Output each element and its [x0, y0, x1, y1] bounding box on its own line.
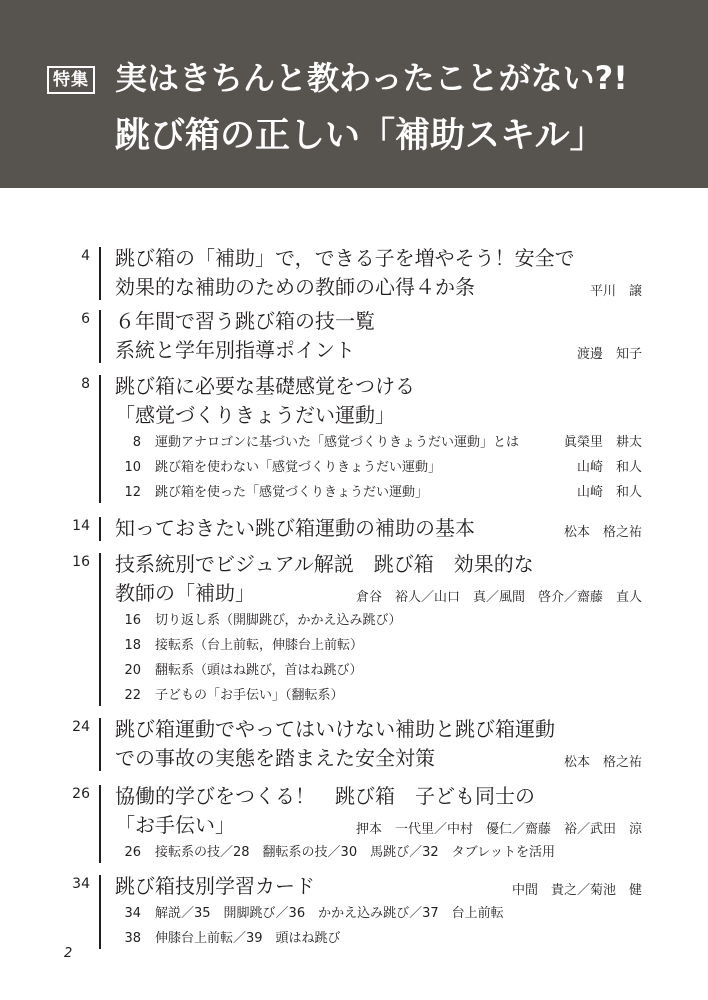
toc-sub-item — [115, 658, 642, 683]
toc-heading-line — [115, 744, 642, 773]
toc-heading-text: 教師の「補助」 — [115, 581, 255, 605]
toc-author: 押本 一代里／中村 優仁／齋藤 裕／武田 涼 — [355, 822, 642, 837]
toc-page-number: 26 — [72, 786, 90, 802]
toc-sub-text: 子どもの「お手伝い」（翻転系） — [155, 688, 344, 703]
toc-sub-author: 山崎 和人 — [576, 460, 642, 475]
toc-heading-text: 系統と学年別指導ポイント — [115, 338, 355, 362]
toc-heading-line — [115, 782, 642, 811]
toc-entry — [0, 550, 708, 708]
toc-entry — [0, 307, 708, 365]
toc-sub-item — [115, 608, 642, 633]
feature-title-line2: 跳び箱の正しい「補助スキル」 — [115, 116, 605, 156]
toc-sub-page-number: 38 — [124, 931, 141, 946]
toc-heading-line — [115, 273, 642, 302]
toc-heading-text: での事故の実態を踏まえた安全対策 — [115, 746, 435, 770]
toc-heading-line — [115, 372, 642, 401]
toc-page-number: 24 — [72, 719, 90, 735]
toc-vertical-rule — [99, 247, 101, 300]
toc-author: 松本 格之祐 — [563, 525, 642, 540]
toc-page-number: 4 — [81, 248, 90, 264]
toc-heading-line — [115, 872, 642, 901]
toc-sub-text: 接転系（台上前転，伸膝台上前転） — [155, 638, 364, 653]
toc-heading-text: ６年間で習う跳び箱の技一覧 — [115, 309, 375, 333]
toc-entry — [0, 372, 708, 505]
toc-heading-line — [115, 401, 642, 430]
toc-vertical-rule — [99, 517, 101, 541]
toc-heading-line — [115, 811, 642, 840]
feature-badge: 特集 — [47, 66, 95, 94]
toc-sub-item — [115, 683, 642, 708]
toc-sub-item — [115, 901, 642, 926]
toc-sub-author: 眞榮里 耕太 — [563, 435, 642, 450]
toc-heading-text: 「お手伝い」 — [115, 813, 235, 837]
toc-heading-text: 効果的な補助のための教師の心得４か条 — [115, 275, 475, 299]
toc-entry — [0, 872, 708, 951]
toc-sub-text: 解説／35 開脚跳び／36 かかえ込み跳び／37 台上前転 — [155, 906, 504, 921]
toc-heading-line — [115, 514, 642, 543]
toc-entry — [0, 782, 708, 865]
toc-sub-page-number: 18 — [124, 638, 141, 653]
toc-sub-page-number: 20 — [124, 663, 141, 678]
toc-author: 渡邊 知子 — [576, 347, 642, 362]
toc-sub-text: 伸膝台上前転／39 頭はね跳び — [155, 931, 341, 946]
toc-vertical-rule — [99, 375, 101, 503]
toc-sub-text: 接転系の技／28 翻転系の技／30 馬跳び／32 タブレットを活用 — [155, 845, 555, 860]
toc-entry — [0, 244, 708, 302]
toc-heading-text: 跳び箱の「補助」で，できる子を増やそう！安全で — [115, 246, 575, 270]
toc-sub-page-number: 10 — [124, 460, 141, 475]
toc-sub-item — [115, 430, 642, 455]
toc-heading-text: 跳び箱運動でやってはいけない補助と跳び箱運動 — [115, 717, 555, 741]
feature-title-line1: 実はきちんと教わったことがない?! — [115, 59, 628, 97]
toc-sub-page-number: 22 — [124, 688, 141, 703]
toc-heading-line — [115, 336, 642, 365]
toc-sub-page-number: 16 — [124, 613, 141, 628]
toc-sub-text: 切り返し系（開脚跳び，かかえ込み跳び） — [155, 613, 402, 628]
toc-sub-text: 跳び箱を使った「感覚づくりきょうだい運動」 — [155, 485, 429, 500]
toc-heading-line — [115, 715, 642, 744]
toc-author: 松本 格之祐 — [563, 755, 642, 770]
toc-vertical-rule — [99, 875, 101, 949]
page-number: 2 — [64, 946, 73, 961]
toc-sub-page-number: 26 — [124, 845, 141, 860]
toc-heading-text: 跳び箱に必要な基礎感覚をつける — [115, 374, 415, 398]
toc-sub-page-number: 8 — [132, 435, 141, 450]
toc-vertical-rule — [99, 718, 101, 771]
toc-sub-item — [115, 926, 642, 951]
toc-heading-line — [115, 579, 642, 608]
toc-vertical-rule — [99, 785, 101, 863]
toc-vertical-rule — [99, 553, 101, 706]
toc-heading-text: 「感覚づくりきょうだい運動」 — [115, 403, 395, 427]
toc-heading-text: 跳び箱技別学習カード — [115, 874, 315, 898]
feature-header — [0, 0, 708, 188]
toc-heading-text: 技系統別でビジュアル解説 跳び箱 効果的な — [115, 552, 534, 576]
toc-sub-page-number: 12 — [124, 485, 141, 500]
toc-sub-author: 山崎 和人 — [576, 485, 642, 500]
toc-page-number: 16 — [72, 554, 90, 570]
table-of-contents — [0, 244, 708, 956]
toc-page-number: 6 — [81, 311, 90, 327]
toc-entry — [0, 514, 708, 543]
toc-sub-item — [115, 455, 642, 480]
toc-heading-text: 知っておきたい跳び箱運動の補助の基本 — [115, 516, 475, 540]
toc-author: 平川 譲 — [589, 284, 642, 299]
toc-sub-page-number: 34 — [124, 906, 141, 921]
toc-heading-line — [115, 550, 642, 579]
toc-heading-line — [115, 307, 642, 336]
toc-page-number: 8 — [81, 376, 90, 392]
toc-heading-text: 協働的学びをつくる！ 跳び箱 子ども同士の — [115, 784, 535, 808]
toc-sub-text: 運動アナロゴンに基づいた「感覚づくりきょうだい運動」とは — [155, 435, 520, 450]
toc-page-number: 34 — [72, 876, 90, 892]
toc-vertical-rule — [99, 310, 101, 363]
toc-page-number: 14 — [72, 518, 90, 534]
toc-sub-item — [115, 840, 642, 865]
toc-author: 倉谷 裕人／山口 真／風間 啓介／齋藤 直人 — [355, 590, 642, 605]
toc-sub-text: 翻転系（頭はね跳び，首はね跳び） — [155, 663, 363, 678]
toc-sub-item — [115, 633, 642, 658]
toc-author: 中間 貴之／菊池 健 — [511, 883, 642, 898]
toc-sub-text: 跳び箱を使わない「感覚づくりきょうだい運動」 — [155, 460, 442, 475]
toc-sub-item — [115, 480, 642, 505]
toc-entry — [0, 715, 708, 773]
toc-heading-line — [115, 244, 642, 273]
